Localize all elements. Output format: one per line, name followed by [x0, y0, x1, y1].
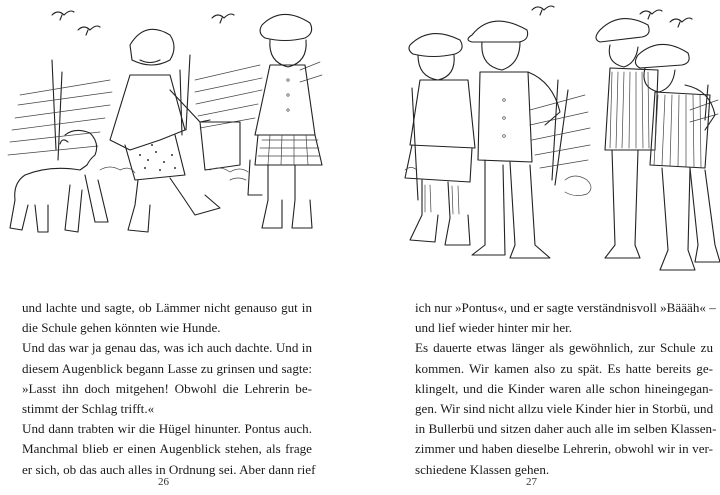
- text-line: kommen. Wir kamen also zu spät. Es hatte bereits ge-: [415, 360, 713, 376]
- text-line: in Bullerbü und sitzen daher auch alle im selben Klassen-: [415, 421, 717, 437]
- text-line: er sich, ob das auch alles in Ordnung sei. Aber dann rief: [22, 461, 316, 477]
- text-line: Es dauerte etwas länger als gewöhnlich, zur Schule zu: [415, 340, 713, 356]
- text-line: Manchmal blieb er einen Augenblick stehen, als frage: [22, 441, 312, 457]
- illustration-children-with-satchels-icon: [400, 0, 720, 280]
- text-line: diesem Augenblick begann Lasse zu grinsen und sagte:: [22, 360, 312, 376]
- right-page: [360, 0, 720, 495]
- bird-icon: [532, 6, 692, 27]
- text-line: und lachte und sagte, ob Lämmer nicht genauso gut in: [22, 300, 312, 315]
- text-line: Und das war ja genau das, was ich auch dachte. Und in: [22, 340, 312, 356]
- page-number-right: 27: [526, 476, 537, 488]
- illustration-girls-with-lamb-icon: [0, 0, 335, 250]
- text-line: »Lasst ihn doch mitgehen! Obwohl die Lehrerin be-: [22, 380, 312, 396]
- text-line: und lief wieder hinter mir her.: [415, 320, 573, 336]
- text-line: Und dann trabten wir die Hügel hinunter. Pontus auch.: [22, 421, 312, 437]
- body-text-left: [22, 298, 316, 480]
- text-line: die Schule gehen könnten wie Hunde.: [22, 320, 221, 336]
- text-line: gen. Wir sind nicht allzu viele Kinder hier in Storbü, und: [415, 401, 714, 417]
- text-line: ich nur »Pontus«, und er sagte verständnisvoll »Bäääh« –: [415, 300, 716, 315]
- text-line: klingelt, und die Kinder waren alle schon hineingegan-: [415, 380, 713, 396]
- text-line: schiedene Klassen gehen.: [415, 461, 550, 477]
- text-line: zimmer und haben dieselbe Lehrerin, obwohl wir in ver-: [415, 441, 713, 457]
- body-text-right: [415, 298, 717, 480]
- page-number-left: 26: [158, 476, 169, 488]
- text-line: stimmt der Schlag trifft.«: [22, 401, 155, 417]
